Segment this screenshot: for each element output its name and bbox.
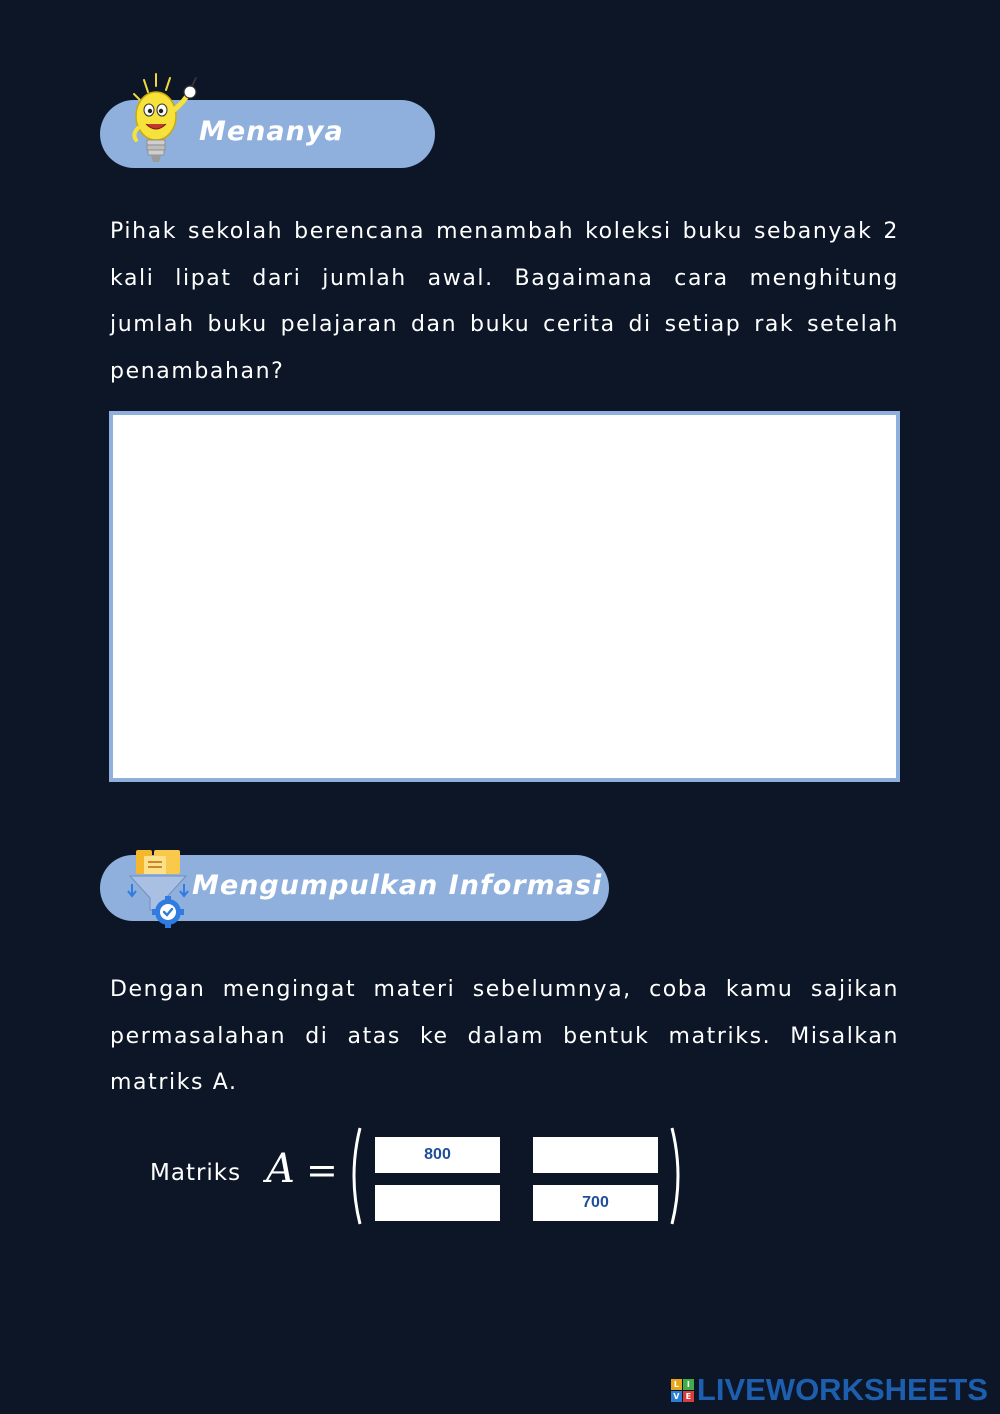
liveworksheets-wordmark: LIVEWORKSHEETS xyxy=(696,1372,988,1407)
instruction-text: Dengan mengingat materi sebelumnya, coba kamu sajikan permasalahan di atas ke dalam bentuk matriks. Misalkan matriks A. xyxy=(110,977,899,1095)
matrix-right-paren xyxy=(668,1126,688,1226)
matrix-equals-sign: = xyxy=(306,1148,338,1192)
lightbulb-mascot-icon xyxy=(126,72,204,172)
liveworksheets-logo-icon xyxy=(671,1379,694,1402)
matrix-variable: A xyxy=(266,1146,295,1192)
matrix-cell-r1c1[interactable] xyxy=(375,1137,500,1173)
logo-letter-v: V xyxy=(671,1391,682,1402)
logo-letter-i: I xyxy=(683,1379,694,1390)
section-title-mengumpulkan-informasi: Mengumpulkan Informasi xyxy=(192,870,603,901)
matrix-left-paren xyxy=(344,1126,364,1226)
matrix-cell-r2c2[interactable] xyxy=(533,1185,658,1221)
matrix-cell-r1c2[interactable] xyxy=(533,1137,658,1173)
matrix-label: Matriks xyxy=(150,1160,242,1186)
liveworksheets-brand xyxy=(671,1372,988,1408)
logo-letter-e: E xyxy=(683,1391,694,1402)
logo-letter-l: L xyxy=(671,1379,682,1390)
answer-textarea[interactable] xyxy=(109,411,900,782)
section-title-menanya: Menanya xyxy=(199,116,344,147)
folder-funnel-gear-icon xyxy=(124,846,192,928)
question-text: Pihak sekolah berencana menambah koleksi buku sebanyak 2 kali lipat dari jumlah awal. Bagaimana cara menghitung jumlah buku pelajaran dan buku cerita di setiap rak setelah penambahan? xyxy=(110,219,899,384)
matrix-cell-r2c1[interactable] xyxy=(375,1185,500,1221)
